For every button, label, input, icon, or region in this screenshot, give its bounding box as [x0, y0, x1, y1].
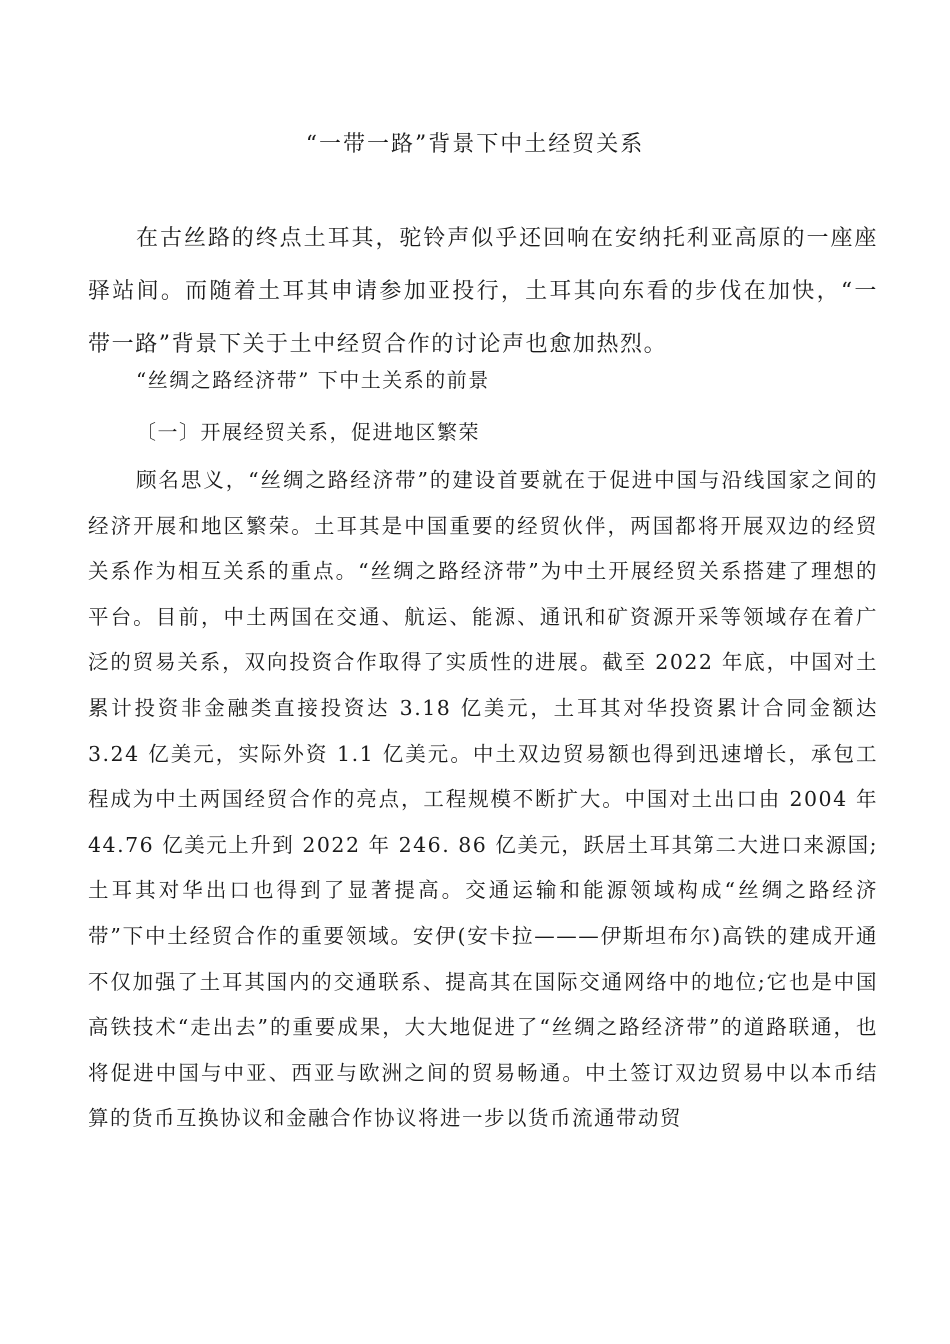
document-title: “一带一路”背景下中土经贸关系	[305, 132, 645, 157]
main-paragraph: 顾名思义，“丝绸之路经济带”的建设首要就在于促进中国与沿线国家之间的经济开展和地区繁荣。土耳其是中国重要的经贸伙伴，两国都将开展双边的经贸关系作为相互关系的重点。“丝绸之路经济带”为中土开展经贸关系搭建了理想的平台。目前，中土两国在交通、航运、能源、通讯和矿资源开采等领域存在着广泛的贸易关系，双向投资合作取得了实质性的进展。截至 2022 年底，中国对土累计投资非金融类直接投资达 3.18 亿美元，土耳其对华投资累计合同金额达 3.24 亿美元，实际外资 1.1 亿美元。中土双边贸易额也得到迅速增长，承包工程成为中土两国经贸合作的亮点，工程规模不断扩大。中国对土出口由 2004 年 44.76 亿美元上升到 2022 年 246. 86 亿美元，跃居土耳其第二大进口来源国;土耳其对华出口也得到了显著提高。交通运输和能源领域构成“丝绸之路经济带”下中土经贸合作的重要领域。安伊(安卡拉———伊斯坦布尔)高铁的建成开通不仅加强了土耳其国内的交通联系、提高其在国际交通网络中的地位;它也是中国高铁技术“走出去”的重要成果，大大地促进了“丝绸之路经济带”的道路联通，也将促进中国与中亚、西亚与欧洲之间的贸易畅通。中土签订双边贸易中以本币结算的货币互换协议和金融合作协议将进一步以货币流通带动贸	[88, 468, 878, 1131]
subsection-heading: 〔一〕开展经贸关系，促进地区繁荣	[136, 420, 480, 444]
section-heading: “丝绸之路经济带” 下中土关系的前景	[136, 368, 490, 392]
intro-paragraph: 在古丝路的终点土耳其，驼铃声似乎还回响在安纳托利亚高原的一座座驿站间。而随着土耳其申请参加亚投行，土耳其向东看的步伐在加快，“一带一路”背景下关于土中经贸合作的讨论声也愈加热烈。	[88, 226, 878, 357]
